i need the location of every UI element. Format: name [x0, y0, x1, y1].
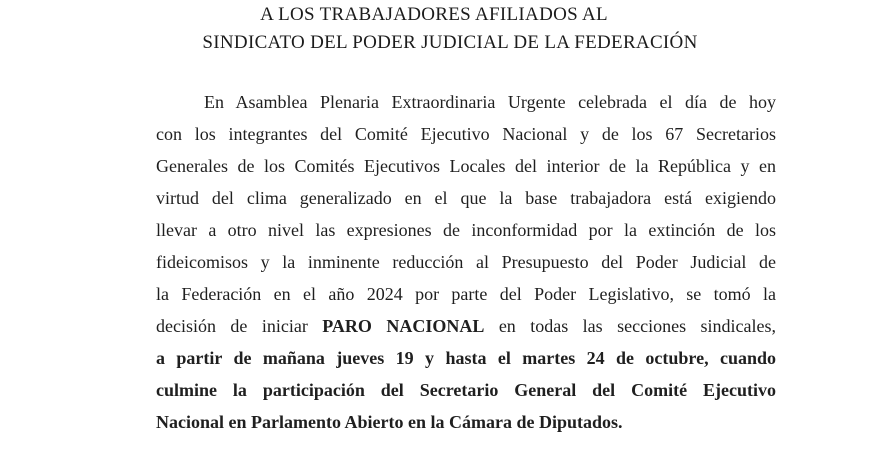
heading-line-2: SINDICATO DEL PODER JUDICIAL DE LA FEDERACIÓN — [202, 32, 698, 53]
paragraph-line-10: culmine la participación del Secretario General del Comité Ejecutivo — [156, 380, 776, 400]
paragraph-line-8-start: decisión de iniciar — [156, 316, 323, 336]
paragraph-line-6: fideicomisos y la inminente reducción al Presupuesto del Poder Judicial de — [156, 252, 776, 272]
paragraph-line-5: llevar a otro nivel las expresiones de inconformidad por la extinción de los — [156, 220, 776, 240]
paragraph-line-7: la Federación en el año 2024 por parte del Poder Legislativo, se tomó la — [156, 284, 776, 304]
heading-line-1: A LOS TRABAJADORES AFILIADOS AL — [260, 4, 608, 25]
paragraph-line-1: En Asamblea Plenaria Extraordinaria Urgente celebrada el día de hoy — [204, 92, 776, 112]
paragraph-line-8-end: en todas las secciones sindicales, — [484, 316, 776, 336]
paragraph-line-9: a partir de mañana jueves 19 y hasta el martes 24 de octubre, cuando — [156, 348, 776, 368]
paragraph-line-3: Generales de los Comités Ejecutivos Locales del interior de la República y en — [156, 156, 776, 176]
paragraph-line-2: con los integrantes del Comité Ejecutivo Nacional y de los 67 Secretarios — [156, 124, 776, 144]
paragraph-line-8 — [156, 314, 776, 338]
paro-nacional-emphasis: PARO NACIONAL — [322, 316, 485, 336]
paragraph-line-4: virtud del clima generalizado en el que la base trabajadora está exigiendo — [156, 188, 776, 208]
paragraph-line-11: Nacional en Parlamento Abierto en la Cámara de Diputados. — [156, 412, 623, 432]
